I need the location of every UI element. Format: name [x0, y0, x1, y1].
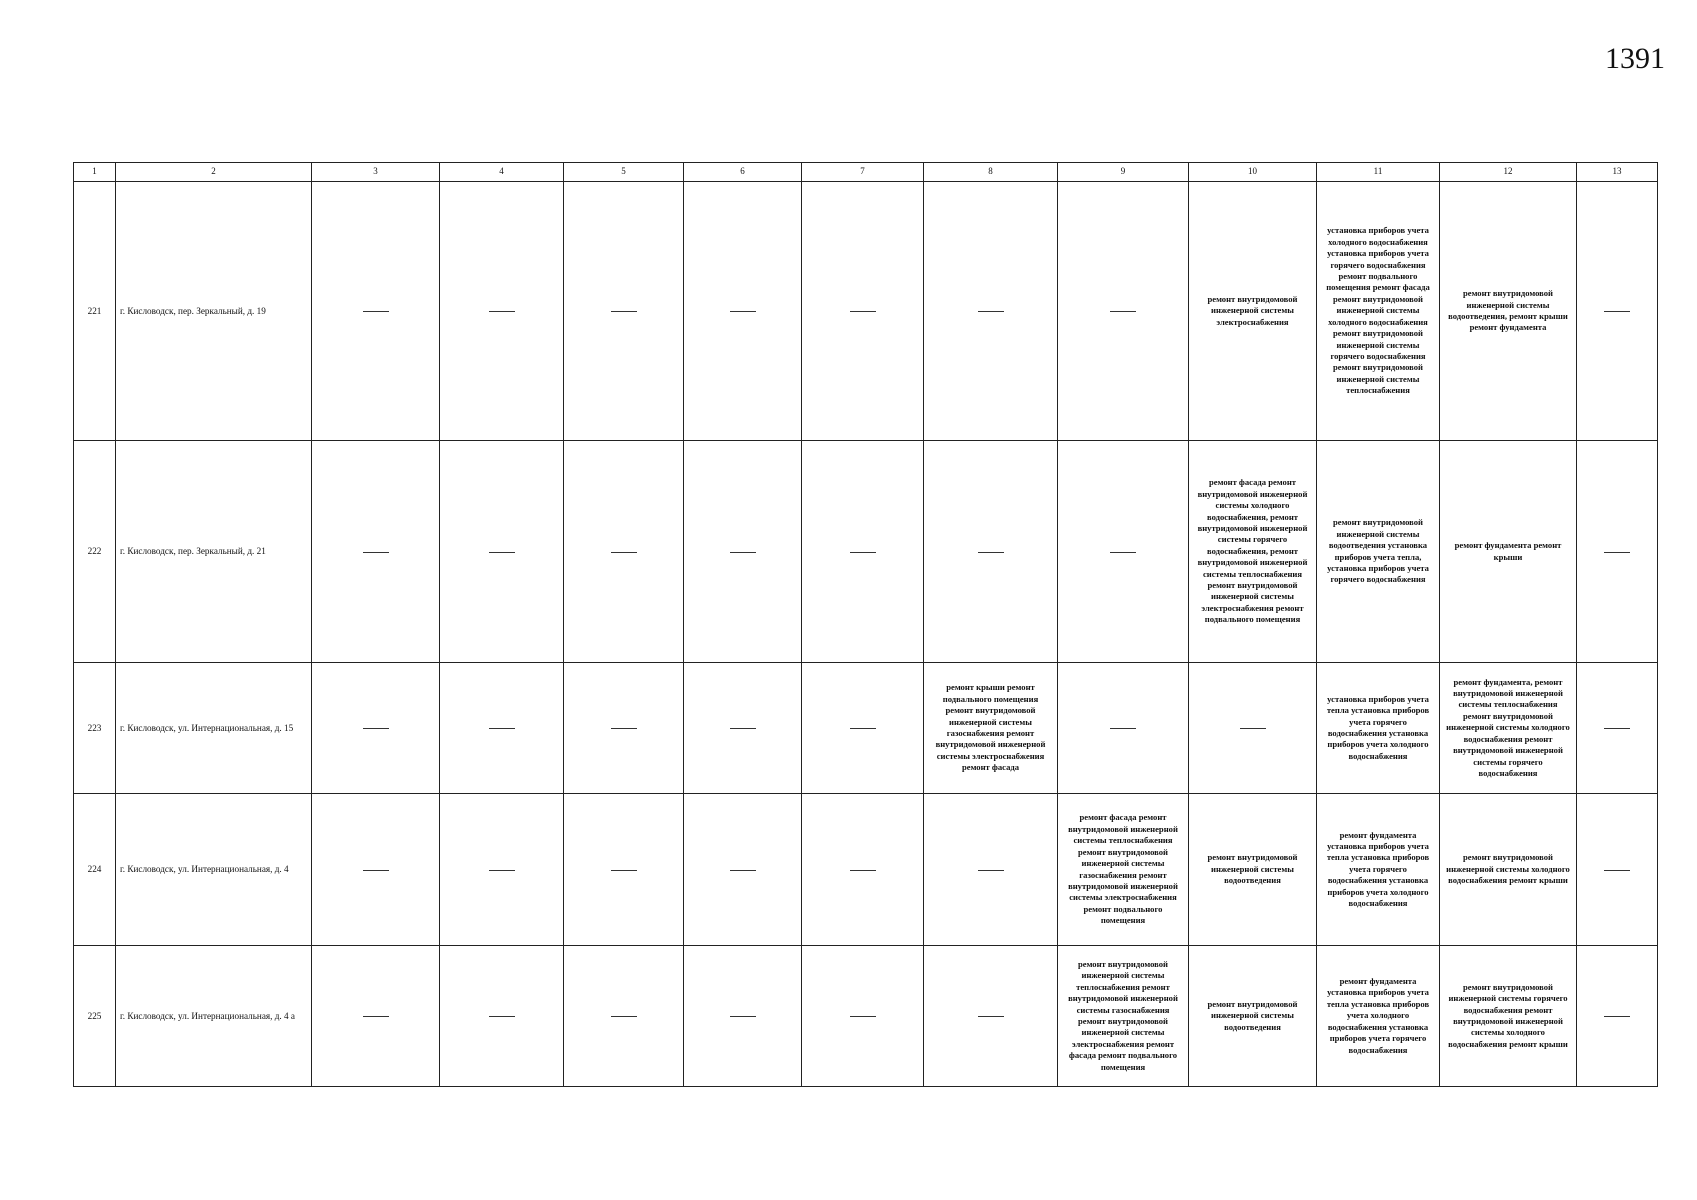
- dash-mark: [1604, 728, 1630, 729]
- work-cell: ремонт фундамента установка приборов учета тепла установка приборов учета горячего водоснабжения установка приборов учета холодного водоснабжения: [1317, 794, 1440, 946]
- dash-mark: [611, 1016, 637, 1017]
- work-cell: ремонт внутридомовой инженерной системы водоотведения, ремонт крыши ремонт фундамента: [1440, 182, 1577, 441]
- address-cell: г. Кисловодск, ул. Интернациональная, д. 4: [116, 794, 312, 946]
- empty-cell: [312, 663, 440, 794]
- dash-mark: [978, 552, 1004, 553]
- dash-mark: [730, 1016, 756, 1017]
- repair-schedule-table: [73, 162, 1658, 1087]
- empty-cell: [564, 182, 684, 441]
- empty-cell: [684, 794, 802, 946]
- dash-mark: [489, 728, 515, 729]
- empty-cell: [924, 946, 1058, 1087]
- dash-mark: [363, 311, 389, 312]
- dash-mark: [363, 1016, 389, 1017]
- dash-mark: [489, 1016, 515, 1017]
- empty-cell: [1577, 441, 1658, 663]
- work-cell: ремонт фундамента, ремонт внутридомовой инженерной системы теплоснабжения ремонт внутридомовой инженерной системы холодного водоснабжения ремонт внутридомовой инженерной системы горячего водоснабжения: [1440, 663, 1577, 794]
- empty-cell: [564, 946, 684, 1087]
- page-number: 1391: [1605, 42, 1665, 75]
- dash-mark: [1110, 311, 1136, 312]
- row-number: 223: [74, 663, 116, 794]
- work-cell: ремонт фундамента установка приборов учета тепла установка приборов учета холодного водоснабжения установка приборов учета горячего водоснабжения: [1317, 946, 1440, 1087]
- empty-cell: [312, 794, 440, 946]
- empty-cell: [684, 182, 802, 441]
- empty-cell: [802, 441, 924, 663]
- empty-cell: [440, 182, 564, 441]
- dash-mark: [363, 728, 389, 729]
- dash-mark: [611, 728, 637, 729]
- work-cell: установка приборов учета холодного водоснабжения установка приборов учета горячего водоснабжения ремонт подвального помещения ремонт фасада ремонт внутридомовой инженерной системы холодного водоснабжения ремонт внутридомовой инженерной системы горячего водоснабжения ремонт внутридомовой инженерной системы теплоснабжения: [1317, 182, 1440, 441]
- dash-mark: [1110, 728, 1136, 729]
- address-cell: г. Кисловодск, ул. Интернациональная, д. 4 а: [116, 946, 312, 1087]
- dash-mark: [611, 311, 637, 312]
- empty-cell: [1058, 663, 1189, 794]
- address-cell: г. Кисловодск, пер. Зеркальный, д. 19: [116, 182, 312, 441]
- dash-mark: [489, 552, 515, 553]
- empty-cell: [1058, 182, 1189, 441]
- empty-cell: [684, 946, 802, 1087]
- work-cell: установка приборов учета тепла установка приборов учета горячего водоснабжения установка приборов учета холодного водоснабжения: [1317, 663, 1440, 794]
- empty-cell: [440, 441, 564, 663]
- dash-mark: [489, 311, 515, 312]
- work-cell: ремонт внутридомовой инженерной системы водоотведения: [1189, 794, 1317, 946]
- empty-cell: [684, 441, 802, 663]
- dash-mark: [1604, 870, 1630, 871]
- empty-cell: [802, 946, 924, 1087]
- column-header: 7: [802, 163, 924, 182]
- column-header: 1: [74, 163, 116, 182]
- row-number: 225: [74, 946, 116, 1087]
- table-row: [74, 794, 1658, 946]
- column-header: 9: [1058, 163, 1189, 182]
- empty-cell: [1577, 794, 1658, 946]
- row-number: 222: [74, 441, 116, 663]
- dash-mark: [730, 728, 756, 729]
- empty-cell: [564, 441, 684, 663]
- work-cell: ремонт крыши ремонт подвального помещения ремонт внутридомовой инженерной системы газоснабжения ремонт внутридомовой инженерной системы электроснабжения ремонт фасада: [924, 663, 1058, 794]
- dash-mark: [850, 728, 876, 729]
- dash-mark: [978, 1016, 1004, 1017]
- dash-mark: [978, 311, 1004, 312]
- column-header: 5: [564, 163, 684, 182]
- dash-mark: [1110, 552, 1136, 553]
- empty-cell: [1577, 663, 1658, 794]
- work-cell: ремонт внутридомовой инженерной системы горячего водоснабжения ремонт внутридомовой инженерной системы холодного водоснабжения ремонт крыши: [1440, 946, 1577, 1087]
- dash-mark: [978, 870, 1004, 871]
- empty-cell: [802, 182, 924, 441]
- column-number-row: [74, 163, 1658, 182]
- row-number: 221: [74, 182, 116, 441]
- table-row: [74, 946, 1658, 1087]
- table-row: [74, 441, 1658, 663]
- column-header: 8: [924, 163, 1058, 182]
- column-header: 2: [116, 163, 312, 182]
- column-header: 4: [440, 163, 564, 182]
- dash-mark: [1604, 1016, 1630, 1017]
- dash-mark: [363, 870, 389, 871]
- work-cell: ремонт внутридомовой инженерной системы электроснабжения: [1189, 182, 1317, 441]
- column-header: 13: [1577, 163, 1658, 182]
- row-number: 224: [74, 794, 116, 946]
- dash-mark: [850, 1016, 876, 1017]
- table-row: [74, 663, 1658, 794]
- address-cell: г. Кисловодск, пер. Зеркальный, д. 21: [116, 441, 312, 663]
- dash-mark: [850, 552, 876, 553]
- empty-cell: [564, 794, 684, 946]
- work-cell: ремонт фундамента ремонт крыши: [1440, 441, 1577, 663]
- empty-cell: [1189, 663, 1317, 794]
- work-cell: ремонт внутридомовой инженерной системы водоотведения: [1189, 946, 1317, 1087]
- address-cell: г. Кисловодск, ул. Интернациональная, д. 15: [116, 663, 312, 794]
- empty-cell: [802, 794, 924, 946]
- dash-mark: [1240, 728, 1266, 729]
- dash-mark: [730, 311, 756, 312]
- dash-mark: [611, 552, 637, 553]
- work-cell: ремонт фасада ремонт внутридомовой инженерной системы холодного водоснабжения, ремонт внутридомовой инженерной системы горячего водоснабжения, ремонт внутридомовой инженерной системы теплоснабжения ремонт внутридомовой инженерной системы электроснабжения ремонт подвального помещения: [1189, 441, 1317, 663]
- dash-mark: [730, 870, 756, 871]
- empty-cell: [684, 663, 802, 794]
- column-header: 6: [684, 163, 802, 182]
- empty-cell: [924, 182, 1058, 441]
- empty-cell: [1577, 946, 1658, 1087]
- empty-cell: [1058, 441, 1189, 663]
- work-cell: ремонт внутридомовой инженерной системы водоотведения установка приборов учета тепла, установка приборов учета горячего водоснабжения: [1317, 441, 1440, 663]
- empty-cell: [312, 182, 440, 441]
- work-cell: ремонт внутридомовой инженерной системы теплоснабжения ремонт внутридомовой инженерной системы газоснабжения ремонт внутридомовой инженерной системы электроснабжения ремонт фасада ремонт подвального помещения: [1058, 946, 1189, 1087]
- empty-cell: [440, 794, 564, 946]
- column-header: 10: [1189, 163, 1317, 182]
- empty-cell: [312, 946, 440, 1087]
- dash-mark: [1604, 311, 1630, 312]
- dash-mark: [611, 870, 637, 871]
- empty-cell: [564, 663, 684, 794]
- table-row: [74, 182, 1658, 441]
- empty-cell: [802, 663, 924, 794]
- empty-cell: [312, 441, 440, 663]
- dash-mark: [363, 552, 389, 553]
- dash-mark: [850, 311, 876, 312]
- work-cell: ремонт фасада ремонт внутридомовой инженерной системы теплоснабжения ремонт внутридомовой инженерной системы газоснабжения ремонт внутридомовой инженерной системы электроснабжения ремонт подвального помещения: [1058, 794, 1189, 946]
- column-header: 12: [1440, 163, 1577, 182]
- empty-cell: [924, 794, 1058, 946]
- work-cell: ремонт внутридомовой инженерной системы холодного водоснабжения ремонт крыши: [1440, 794, 1577, 946]
- empty-cell: [440, 663, 564, 794]
- dash-mark: [1604, 552, 1630, 553]
- column-header: 11: [1317, 163, 1440, 182]
- dash-mark: [489, 870, 515, 871]
- dash-mark: [850, 870, 876, 871]
- column-header: 3: [312, 163, 440, 182]
- empty-cell: [1577, 182, 1658, 441]
- dash-mark: [730, 552, 756, 553]
- empty-cell: [924, 441, 1058, 663]
- empty-cell: [440, 946, 564, 1087]
